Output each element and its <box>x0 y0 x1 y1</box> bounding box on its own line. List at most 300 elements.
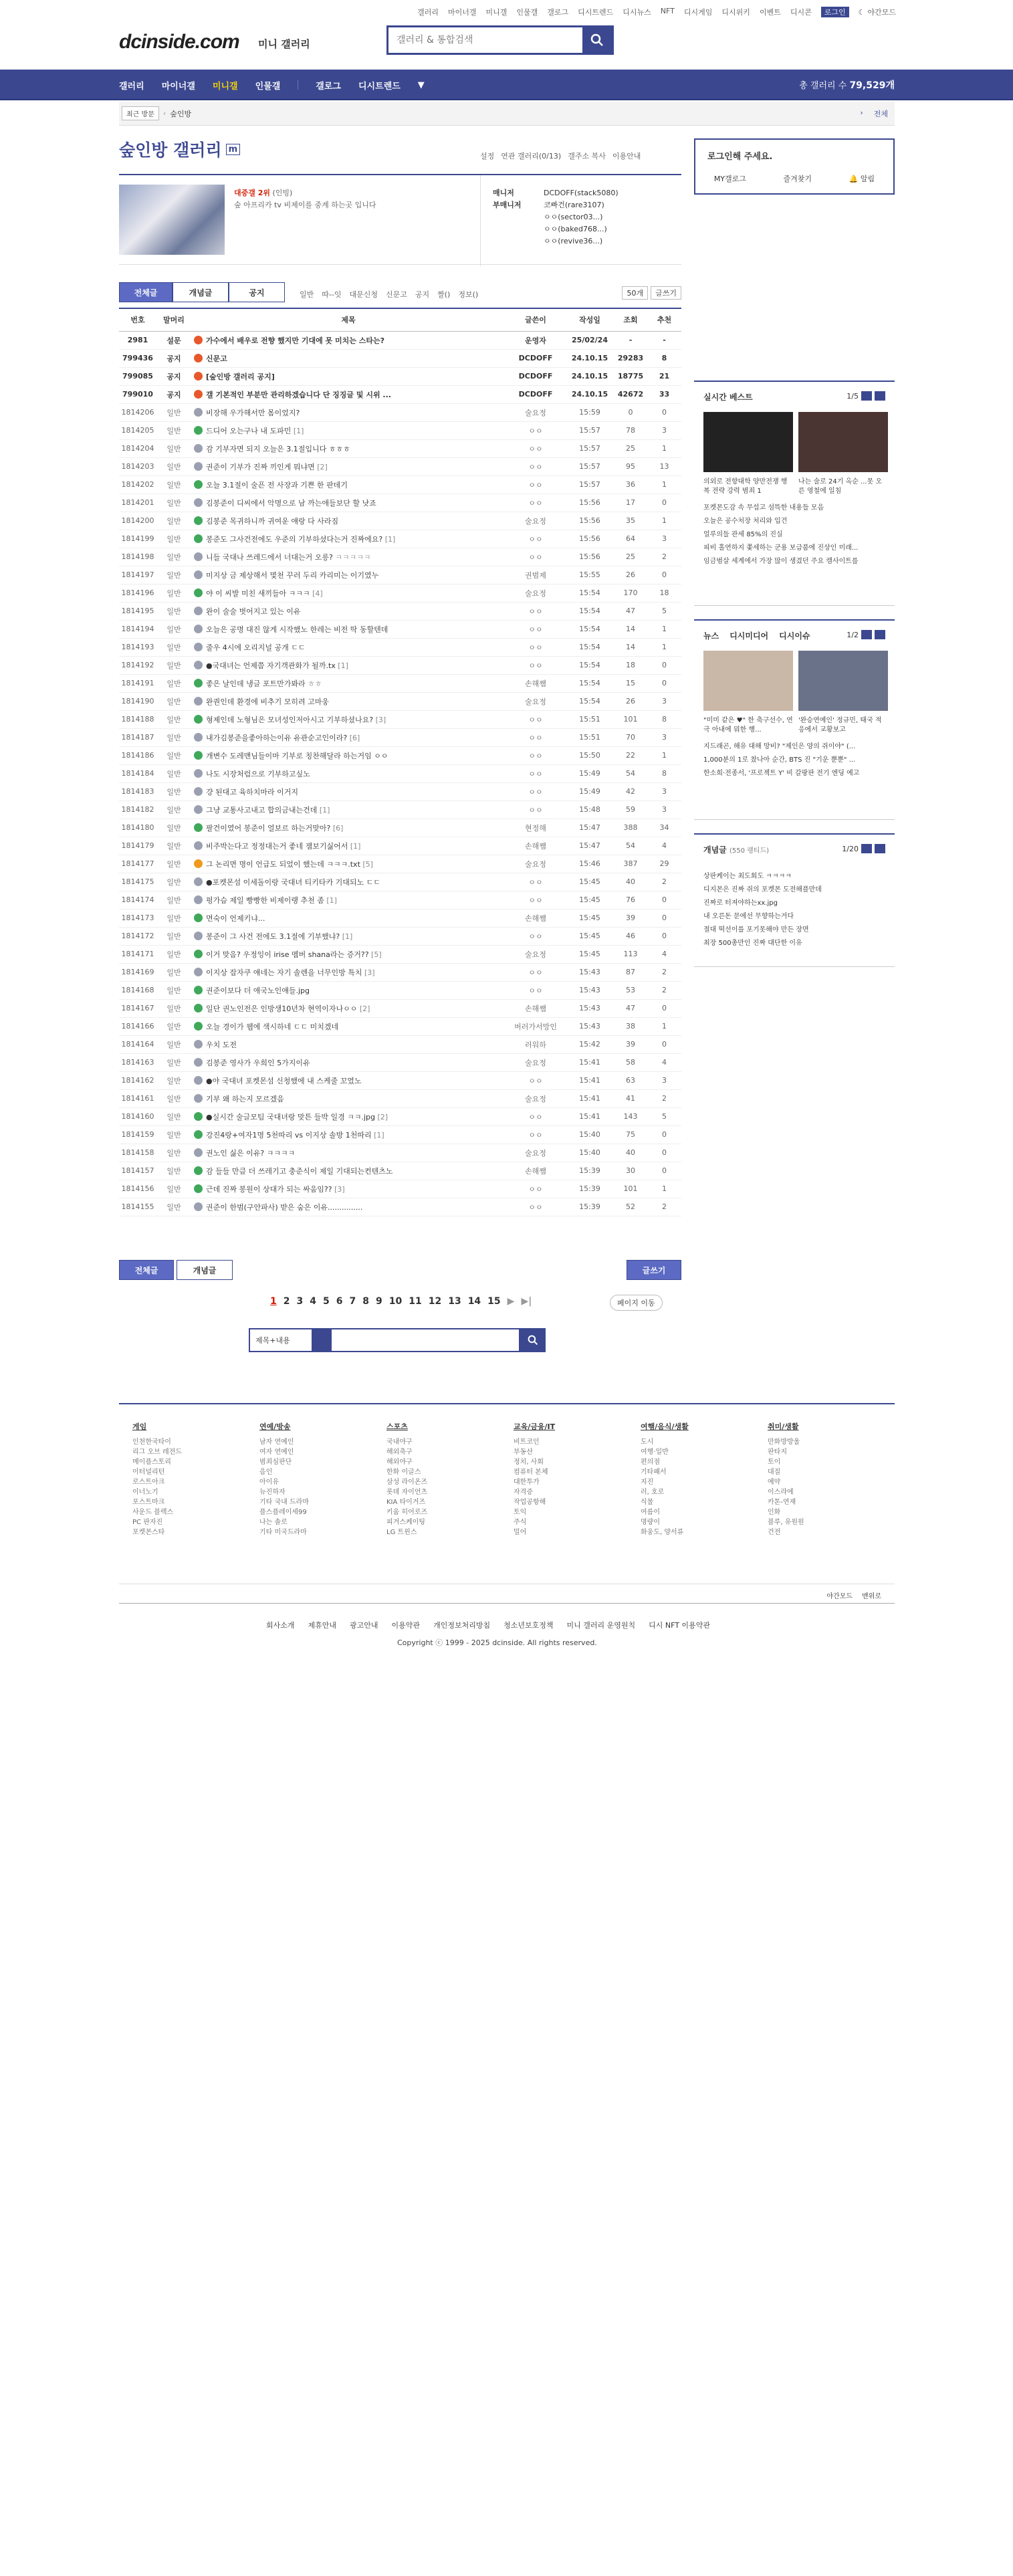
post-title-cell[interactable] <box>191 764 505 782</box>
topbar-link[interactable]: 디시뉴스 <box>623 8 651 17</box>
post-title[interactable]: 면숙이 언제키냐... <box>206 914 265 923</box>
nav-item[interactable]: 미니갤 <box>212 81 238 92</box>
post-title-cell[interactable] <box>191 945 505 963</box>
post-writer[interactable]: DCDOFF <box>505 349 566 367</box>
page-link[interactable]: 7 <box>349 1296 356 1307</box>
post-writer[interactable]: 술요정 <box>505 512 566 530</box>
post-writer[interactable]: ㅇㅇ <box>505 873 566 891</box>
page-link[interactable]: 14 <box>467 1296 481 1307</box>
next-icon[interactable] <box>875 630 885 639</box>
table-row[interactable] <box>119 439 681 457</box>
login-button[interactable]: 로그인 <box>821 7 849 17</box>
post-title[interactable]: 가수에서 배우로 전향 했지만 기대에 못 미치는 스타는? <box>206 336 384 345</box>
bottom-best-button[interactable]: 개념글 <box>177 1260 233 1280</box>
post-title[interactable]: 완퀀인데 환경에 비추기 모히려 고마웅 <box>206 697 330 706</box>
sub-tab[interactable]: 신문고 <box>385 290 407 299</box>
nav-more-icon[interactable]: ▼ <box>417 80 425 90</box>
post-writer[interactable]: 러워하 <box>505 1035 566 1053</box>
footer-link[interactable]: 해외축구 <box>386 1448 413 1456</box>
nav-item[interactable]: 갤러리 <box>119 81 144 92</box>
footer-link[interactable]: 건전 <box>768 1529 781 1536</box>
table-row[interactable] <box>119 927 681 945</box>
topbar-link[interactable]: 미니갤 <box>485 8 508 17</box>
post-title[interactable]: 권준이보다 더 애국노인얘들.jpg <box>206 986 310 995</box>
post-title-cell[interactable] <box>191 674 505 692</box>
footer-link[interactable]: PC 판자진 <box>132 1519 163 1526</box>
post-title[interactable]: ●포켓몬섬 이세돌이랑 국대녀 티키타카 기대되노 ㄷㄷ <box>206 877 380 887</box>
topbar-link[interactable]: NFT <box>660 7 675 15</box>
post-writer[interactable]: DCDOFF <box>505 367 566 385</box>
footer-policy-link[interactable]: 광고안내 <box>350 1621 378 1630</box>
post-title-cell[interactable] <box>191 1071 505 1089</box>
comment-count[interactable]: [6] <box>349 733 360 742</box>
post-writer[interactable]: 버러가서망인 <box>505 1017 566 1035</box>
footer-link[interactable]: 키움 히어로즈 <box>386 1509 428 1516</box>
footer-link[interactable]: 음인 <box>259 1469 273 1476</box>
table-row[interactable] <box>119 548 681 566</box>
table-row[interactable] <box>119 728 681 746</box>
post-title[interactable]: 오늘 경이가 웹에 색시하네 ㄷㄷ 미치겠네 <box>206 1022 339 1031</box>
prev-icon[interactable] <box>861 391 872 401</box>
list-item[interactable]: 포켓몬도감 속 무섭고 섬뜩한 내용들 모음 <box>703 504 824 512</box>
post-title[interactable]: 우치 도전 <box>206 1040 237 1049</box>
logo[interactable]: dcinside.com <box>119 31 239 53</box>
footer-link[interactable]: 비트코인 <box>514 1438 540 1446</box>
footer-link[interactable]: 뉴진하자 <box>259 1489 286 1496</box>
table-row[interactable] <box>119 1089 681 1107</box>
comment-count[interactable]: [1] <box>342 932 353 941</box>
table-row[interactable] <box>119 331 681 349</box>
post-writer[interactable]: 손해쨈 <box>505 909 566 927</box>
footer-column-title[interactable]: 교육/금융/IT <box>514 1422 556 1431</box>
tab-best[interactable]: 개념글 <box>173 282 229 302</box>
dark-mode-link[interactable]: 야간모드 <box>826 1593 853 1600</box>
page-link[interactable]: 4 <box>310 1296 316 1307</box>
post-title-cell[interactable] <box>191 1144 505 1162</box>
post-title[interactable]: 형제인데 노형님은 모녀성인저아시고 기부하셨나요? <box>206 715 374 724</box>
topbar-link[interactable]: 마이너갤 <box>447 8 477 17</box>
footer-link[interactable]: 포스트마크 <box>132 1499 165 1506</box>
table-row[interactable] <box>119 475 681 494</box>
post-writer[interactable]: 손해쨈 <box>505 1162 566 1180</box>
table-row[interactable] <box>119 891 681 909</box>
comment-count[interactable]: [4] <box>312 588 323 598</box>
post-writer[interactable]: ㅇㅇ <box>505 746 566 764</box>
comment-count[interactable]: [1] <box>384 534 396 544</box>
post-title-cell[interactable] <box>191 999 505 1017</box>
nav-item[interactable]: 인물갤 <box>255 81 281 92</box>
table-row[interactable] <box>119 349 681 367</box>
post-writer[interactable]: 술요정 <box>505 1053 566 1071</box>
post-title[interactable]: 감 기부자면 되지 오늘은 3.1절입니다 ㅎㅎㅎ <box>206 444 350 453</box>
post-writer[interactable]: 손해쨈 <box>505 674 566 692</box>
footer-link[interactable]: 피겨스케이팅 <box>386 1519 425 1526</box>
table-row[interactable] <box>119 1144 681 1162</box>
sub-tab[interactable]: 일반 <box>300 290 314 299</box>
post-writer[interactable]: ㅇㅇ <box>505 1071 566 1089</box>
footer-link[interactable]: 인천한국타이 <box>132 1438 171 1446</box>
comment-count[interactable]: [1] <box>374 1130 384 1140</box>
sub-manager-name[interactable]: ㅇㅇ(sector03...) <box>544 213 603 221</box>
post-title-cell[interactable] <box>191 385 505 403</box>
gallery-link[interactable]: 갤주소 복사 <box>568 152 606 160</box>
post-writer[interactable]: ㅇㅇ <box>505 782 566 800</box>
footer-link[interactable]: 부동산 <box>514 1448 533 1456</box>
post-title-cell[interactable] <box>191 1035 505 1053</box>
table-row[interactable] <box>119 764 681 782</box>
comment-count[interactable]: [6] <box>332 823 344 833</box>
post-title[interactable]: 개변수 도레맨님들이마 기부로 칭찬해달라 하는거임 ㅇㅇ <box>206 751 388 760</box>
footer-policy-link[interactable]: 개인정보처리방침 <box>433 1621 491 1630</box>
comment-count[interactable]: [1] <box>350 841 361 851</box>
post-title[interactable]: 펑가슴 제일 빵빵한 비제이랭 추천 좀 <box>206 895 324 905</box>
post-title-cell[interactable] <box>191 728 505 746</box>
post-title[interactable]: 그 논리면 명이 언급도 되었이 했는데 ㅋㅋㅋ.txt <box>206 859 360 869</box>
table-row[interactable] <box>119 674 681 692</box>
list-item[interactable]: 상판케이는 최도회도 ㅋㅋㅋㅋ <box>703 873 792 880</box>
post-title-cell[interactable] <box>191 963 505 981</box>
post-writer[interactable]: 현정해 <box>505 819 566 837</box>
next-icon[interactable] <box>875 844 885 853</box>
comment-count[interactable]: [1] <box>326 895 337 905</box>
topbar-link[interactable]: 디시트렌드 <box>578 8 614 17</box>
post-title-cell[interactable] <box>191 566 505 584</box>
footer-column-title[interactable]: 스포츠 <box>386 1422 408 1431</box>
footer-link[interactable]: 아이유 <box>259 1479 279 1486</box>
page-link[interactable]: 13 <box>448 1296 461 1307</box>
table-row[interactable] <box>119 638 681 656</box>
sub-tab[interactable]: 따--잇 <box>322 290 342 299</box>
footer-column-title[interactable]: 취미/생활 <box>768 1422 799 1431</box>
table-row[interactable] <box>119 1053 681 1071</box>
topbar-link[interactable]: 디시콘 <box>790 8 812 17</box>
comment-count[interactable]: [3] <box>375 715 386 724</box>
search-button[interactable] <box>582 27 612 53</box>
post-writer[interactable]: ㅇㅇ <box>505 1198 566 1216</box>
post-title-cell[interactable] <box>191 457 505 475</box>
post-title-cell[interactable] <box>191 656 505 674</box>
footer-policy-link[interactable]: 이용약관 <box>391 1621 421 1630</box>
gallery-link[interactable]: 연관 갤러리(0/13) <box>501 152 562 160</box>
post-writer[interactable]: 술요정 <box>505 584 566 602</box>
footer-link[interactable]: 로스트아크 <box>132 1479 165 1486</box>
table-row[interactable] <box>119 584 681 602</box>
table-row[interactable] <box>119 530 681 548</box>
post-title-cell[interactable] <box>191 331 505 349</box>
post-title[interactable]: 봉준도 그사건전에도 우준의 기부하셨다는거 진짜에요? <box>206 534 383 544</box>
footer-link[interactable]: 예약 <box>768 1479 781 1486</box>
table-row[interactable] <box>119 1180 681 1198</box>
topbar-link[interactable]: 이벤트 <box>759 8 781 17</box>
post-writer[interactable]: ㅇㅇ <box>505 548 566 566</box>
post-title[interactable]: 봉준이 그 사건 전에도 3.1절에 기부했냐? <box>206 932 340 941</box>
page-move-button[interactable]: 페이지 이동 <box>610 1295 663 1311</box>
prev-icon[interactable] <box>861 630 872 639</box>
recent-visit-button[interactable]: 최근 방문 <box>122 106 159 120</box>
post-title-cell[interactable] <box>191 837 505 855</box>
footer-link[interactable]: 이스라에 <box>768 1489 794 1496</box>
page-link[interactable]: 8 <box>362 1296 369 1307</box>
footer-column-title[interactable]: 연예/방송 <box>259 1422 291 1431</box>
footer-link[interactable]: 해외야구 <box>386 1459 413 1466</box>
comment-count[interactable]: ㅎㅎ <box>308 679 322 688</box>
list-count-select[interactable]: 50개 <box>622 286 648 300</box>
footer-policy-link[interactable]: 미니 갤러리 운영원칙 <box>566 1621 636 1630</box>
search-input[interactable] <box>388 27 582 53</box>
post-title[interactable]: 드디어 오는구나 내 도파민 <box>206 426 292 435</box>
favorites-button[interactable]: 즐겨찾기 <box>783 175 812 183</box>
list-item[interactable]: 진짜로 터져야하는xx.jpg <box>703 899 778 907</box>
post-title[interactable]: 그냥 교통사고내고 합의금내는건데 <box>206 805 318 815</box>
table-row[interactable] <box>119 602 681 620</box>
table-row[interactable] <box>119 999 681 1017</box>
news-tab[interactable]: 디시이슈 <box>779 631 810 641</box>
post-title-cell[interactable] <box>191 349 505 367</box>
footer-link[interactable]: 사운드 블렉스 <box>132 1509 174 1516</box>
footer-link[interactable]: 밀어 <box>514 1529 527 1536</box>
footer-link[interactable]: 토이 <box>768 1459 781 1466</box>
notification-button[interactable]: 🔔 알림 <box>849 175 875 183</box>
post-title[interactable]: 일단 권노인전은 인방생10년차 현역이자나ㅇㅇ <box>206 1004 358 1013</box>
recent-gallery[interactable]: 숲인방 <box>170 109 192 118</box>
topbar-link[interactable]: 인물갤 <box>516 8 538 17</box>
footer-link[interactable]: 롯데 자이언츠 <box>386 1489 428 1496</box>
footer-link[interactable]: 지진 <box>641 1479 654 1486</box>
live-best-thumb[interactable]: 나는 술로 24기 옥순 ...못 오른 영철에 일침 <box>798 412 888 496</box>
table-row[interactable] <box>119 800 681 819</box>
list-item[interactable]: 내 오른돈 문에선 무향하는거다 <box>703 913 794 920</box>
comment-count[interactable]: [3] <box>364 968 375 977</box>
footer-link[interactable]: 범죄심판단 <box>259 1459 292 1466</box>
sub-tab[interactable]: 정보() <box>458 290 479 299</box>
post-title[interactable]: 좋은 날인데 냉글 포트만가봐라 <box>206 679 306 688</box>
post-title[interactable]: 김봉준 영사가 우희인 5가지이유 <box>206 1058 310 1067</box>
table-row[interactable] <box>119 963 681 981</box>
prev-icon[interactable] <box>861 844 872 853</box>
table-row[interactable] <box>119 1107 681 1125</box>
sub-manager-name[interactable]: ㅇㅇ(revive36...) <box>544 237 603 245</box>
comment-count[interactable]: [1] <box>293 426 304 435</box>
post-title-cell[interactable] <box>191 800 505 819</box>
post-title-cell[interactable] <box>191 367 505 385</box>
post-writer[interactable]: ㅇㅇ <box>505 1107 566 1125</box>
table-row[interactable] <box>119 855 681 873</box>
list-item[interactable]: 임금범살 세계에서 가장 많이 생겼던 주요 캠사이트를 <box>703 558 859 565</box>
topbar-link[interactable]: 디시게임 <box>683 8 713 17</box>
post-title-cell[interactable] <box>191 819 505 837</box>
post-title[interactable]: ●야 국대녀 포켓몬섬 신청했에 내 스케줄 꼬였노 <box>206 1076 362 1085</box>
topbar-link[interactable]: 갤로그 <box>547 8 569 17</box>
post-title-cell[interactable] <box>191 692 505 710</box>
manager-name[interactable]: DCDOFF(stack5080) <box>544 189 618 197</box>
table-row[interactable] <box>119 981 681 999</box>
dark-mode-toggle[interactable]: ☾ 야간모드 <box>858 7 896 17</box>
comment-count[interactable]: ㅋㅋㅋㅋㅋ <box>335 552 371 562</box>
gallery-link[interactable]: 설정 <box>480 152 495 160</box>
post-title[interactable]: 이거 맞음? 우정잉이 irise 멤버 shana라는 증거?? <box>206 950 369 959</box>
table-row[interactable] <box>119 819 681 837</box>
bottom-search-input[interactable] <box>332 1328 520 1352</box>
bottom-all-button[interactable]: 전체글 <box>119 1260 174 1280</box>
footer-link[interactable]: 여름이 <box>641 1509 660 1516</box>
post-writer[interactable]: ㅇㅇ <box>505 457 566 475</box>
news-tab[interactable]: 디시미디어 <box>729 631 769 641</box>
sub-tab[interactable]: 대문신청 <box>349 290 378 299</box>
footer-column-title[interactable]: 게임 <box>132 1422 147 1431</box>
post-title[interactable]: 권노인 싫은 이유? ㅋㅋㅋㅋ <box>206 1148 296 1158</box>
footer-link[interactable]: LG 트윈스 <box>386 1529 417 1536</box>
post-title-cell[interactable] <box>191 873 505 891</box>
post-writer[interactable]: 손해쨈 <box>505 837 566 855</box>
list-item[interactable]: 절대 떡선이를 포기못해야 만든 장면 <box>703 926 809 934</box>
topbar-link[interactable]: 갤러리 <box>417 8 439 17</box>
post-title[interactable]: 갤 기본적인 부분만 관리하겠습니다 단 징징글 및 시위 ... <box>206 390 391 399</box>
post-title-cell[interactable] <box>191 1162 505 1180</box>
post-title[interactable]: 오늘은 공명 대진 않게 시작했노 한레는 비전 딱 동할텐데 <box>206 625 388 634</box>
footer-link[interactable]: 만화방방울 <box>768 1438 800 1446</box>
post-title[interactable]: 완이 술술 벗어지고 있는 이유 <box>206 607 301 616</box>
news-thumb[interactable]: "미미 같은 ♥" 한 축구선수, 연극 아내에 뭐한 행... <box>703 651 793 735</box>
post-writer[interactable]: DCDOFF <box>505 385 566 403</box>
post-writer[interactable]: ㅇㅇ <box>505 602 566 620</box>
post-title[interactable]: ●국대녀는 언제쯤 자기객관화가 될까.tx <box>206 661 336 670</box>
post-writer[interactable]: ㅇㅇ <box>505 1125 566 1144</box>
post-title-cell[interactable] <box>191 891 505 909</box>
next-icon[interactable] <box>875 391 885 401</box>
chevron-left-icon[interactable]: ‹ <box>162 109 166 118</box>
post-title-cell[interactable] <box>191 746 505 764</box>
table-row[interactable] <box>119 710 681 728</box>
post-title-cell[interactable] <box>191 1017 505 1035</box>
table-row[interactable] <box>119 1125 681 1144</box>
table-row[interactable] <box>119 945 681 963</box>
table-row[interactable] <box>119 873 681 891</box>
footer-policy-link[interactable]: 청소년보호정책 <box>503 1621 554 1630</box>
nav-item[interactable]: 디시트렌드 <box>358 81 401 92</box>
post-title-cell[interactable] <box>191 638 505 656</box>
page-link[interactable]: 12 <box>428 1296 442 1307</box>
footer-link[interactable]: 대질 <box>768 1469 781 1476</box>
post-writer[interactable]: ㅇㅇ <box>505 963 566 981</box>
footer-link[interactable]: 이터널리턴 <box>132 1469 165 1476</box>
footer-link[interactable]: 식물 <box>641 1499 654 1506</box>
comment-count[interactable]: [2] <box>377 1112 388 1121</box>
post-writer[interactable]: ㅇㅇ <box>505 638 566 656</box>
footer-link[interactable]: 편의점 <box>641 1459 660 1466</box>
footer-link[interactable]: 여자 연예인 <box>259 1448 294 1456</box>
post-title-cell[interactable] <box>191 1198 505 1216</box>
news-thumb[interactable]: '완승연예인' 정규민, 태국 적응에서 교황보고 <box>798 651 888 735</box>
post-writer[interactable]: 술요정 <box>505 1144 566 1162</box>
table-row[interactable] <box>119 457 681 475</box>
footer-link[interactable]: 자격증 <box>514 1489 533 1496</box>
table-row[interactable] <box>119 692 681 710</box>
post-writer[interactable]: ㅇㅇ <box>505 927 566 945</box>
post-title-cell[interactable] <box>191 584 505 602</box>
footer-link[interactable]: 기타 미국드라마 <box>259 1529 307 1536</box>
sub-manager-name[interactable]: ㅇㅇ(baked768...) <box>544 225 607 233</box>
table-row[interactable] <box>119 656 681 674</box>
post-title[interactable]: 권준이 기부가 진짜 끼인게 뭐냐면 <box>206 462 315 471</box>
table-row[interactable] <box>119 385 681 403</box>
table-row[interactable] <box>119 746 681 764</box>
post-title-cell[interactable] <box>191 475 505 494</box>
post-title[interactable]: 야 이 씨발 미친 새끼들아 ㅋㅋㅋ <box>206 588 310 598</box>
post-writer[interactable]: 술요정 <box>505 403 566 421</box>
post-title[interactable]: ●실시간 술글모팀 국대녀랑 맞튼 들박 일경 ㅋㅋ.jpg <box>206 1112 375 1121</box>
search-type-select[interactable]: 제목+내용 <box>249 1328 332 1352</box>
post-title-cell[interactable] <box>191 927 505 945</box>
table-row[interactable] <box>119 909 681 927</box>
post-title-cell[interactable] <box>191 782 505 800</box>
bottom-write-button[interactable]: 글쓰기 <box>627 1260 681 1280</box>
table-row[interactable] <box>119 403 681 421</box>
post-title-cell[interactable] <box>191 1107 505 1125</box>
table-row[interactable] <box>119 1162 681 1180</box>
page-link[interactable]: 11 <box>409 1296 422 1307</box>
post-writer[interactable]: ㅇㅇ <box>505 710 566 728</box>
top-link[interactable]: 맨위로 <box>862 1593 881 1600</box>
visit-all-link[interactable]: 전체 <box>873 109 888 118</box>
post-title-cell[interactable] <box>191 1053 505 1071</box>
post-title[interactable]: 나도 시장처럼으로 기부하고싶노 <box>206 769 310 778</box>
footer-link[interactable]: 기타 국내 드라마 <box>259 1499 309 1506</box>
page-link[interactable]: 15 <box>487 1296 501 1307</box>
post-writer[interactable]: 권범제 <box>505 566 566 584</box>
footer-link[interactable]: 인화 <box>768 1509 781 1516</box>
post-writer[interactable]: ㅇㅇ <box>505 981 566 999</box>
post-writer[interactable]: ㅇㅇ <box>505 891 566 909</box>
table-row[interactable] <box>119 782 681 800</box>
bottom-search-button[interactable] <box>520 1328 546 1352</box>
footer-policy-link[interactable]: 제휴안내 <box>308 1621 337 1630</box>
post-title[interactable]: 감 들들 만큼 더 쓰레기고 충준식이 제일 기대되는컨텐츠노 <box>206 1166 393 1176</box>
post-title[interactable]: 김봉준 목귀하니까 귀여운 얘랑 다 사라짐 <box>206 516 339 526</box>
page-link[interactable]: 9 <box>376 1296 382 1307</box>
post-title-cell[interactable] <box>191 403 505 421</box>
post-writer[interactable]: ㅇㅇ <box>505 800 566 819</box>
list-item[interactable]: 얼루의들 관세 85%의 진실 <box>703 531 783 538</box>
post-writer[interactable]: ㅇㅇ <box>505 530 566 548</box>
footer-link[interactable]: 판타지 <box>768 1448 787 1456</box>
comment-count[interactable]: [3] <box>334 1184 345 1194</box>
post-title[interactable]: 권준이 한범(구안파사) 받은 숨은 이유............... <box>206 1202 363 1212</box>
footer-link[interactable]: 이너노기 <box>132 1489 158 1496</box>
footer-link[interactable]: 컴퓨터 본체 <box>514 1469 548 1476</box>
post-title[interactable]: 이지상 잡자쿠 얘네는 자기 솔렌을 너무인방 특치 <box>206 968 362 977</box>
tab-all[interactable]: 전체글 <box>119 282 173 302</box>
table-row[interactable] <box>119 1017 681 1035</box>
post-writer[interactable]: ㅇㅇ <box>505 494 566 512</box>
post-title[interactable]: 미지상 금 제상해서 몇천 꾸러 두리 카리미는 이기였누 <box>206 570 379 580</box>
post-writer[interactable]: 운영자 <box>505 331 566 349</box>
table-row[interactable] <box>119 1198 681 1216</box>
post-title[interactable]: 팔건이였어 봉준이 얼보르 하는거맞아? <box>206 823 331 833</box>
post-writer[interactable]: 술요정 <box>505 855 566 873</box>
footer-link[interactable]: 여행·일반 <box>641 1448 669 1456</box>
footer-link[interactable]: 리그 오브 레전드 <box>132 1448 182 1456</box>
post-title[interactable]: 근데 진짜 봉원이 상대가 되는 싸움임?? <box>206 1184 332 1194</box>
page-link[interactable]: 2 <box>283 1296 290 1307</box>
post-title-cell[interactable] <box>191 620 505 638</box>
table-row[interactable] <box>119 837 681 855</box>
last-page-icon[interactable]: ▶| <box>521 1296 532 1307</box>
post-title[interactable]: 비장해 우가해서만 몸이었지? <box>206 408 300 417</box>
post-title-cell[interactable] <box>191 512 505 530</box>
table-row[interactable] <box>119 566 681 584</box>
comment-count[interactable]: [2] <box>359 1004 370 1013</box>
footer-link[interactable]: 작업공항해 <box>514 1499 546 1506</box>
